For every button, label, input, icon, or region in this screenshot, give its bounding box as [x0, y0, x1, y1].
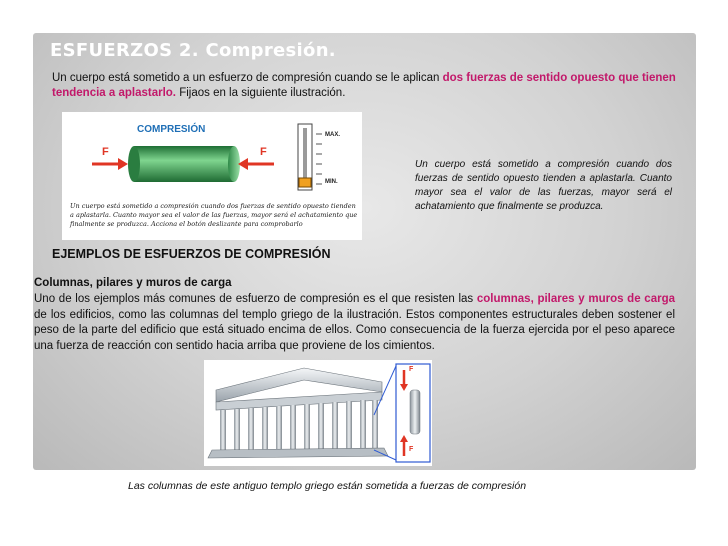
temple-caption: Las columnas de este antiguo templo griego están sometida a fuerzas de compresión: [128, 480, 527, 492]
side-note: Un cuerpo está sometido a compresión cuando dos fuerzas de sentido opuesto tienden a aplastarla. Cuanto mayor sea el valor de las fuerzas, mayor será el achatamiento que finalmente se produzca.: [415, 159, 672, 212]
intro-text-start: Un cuerpo está sometido a un esfuerzo de compresión cuando se le aplican: [52, 72, 443, 84]
examples-text-start: Uno de los ejemplos más comunes de esfuerzo de compresión es el que resisten las: [34, 293, 477, 305]
examples-heading: EJEMPLOS DE ESFUERZOS DE COMPRESIÓN: [52, 247, 331, 261]
compression-illustration: [62, 112, 362, 240]
examples-paragraph: [34, 292, 675, 354]
force-slider-gauge[interactable]: [298, 124, 322, 190]
temple-force-top: F: [409, 366, 414, 373]
gauge-max-label: MAX.: [325, 132, 340, 138]
temple-roof: [216, 368, 382, 410]
compression-figure-title: COMPRESIÓN: [137, 124, 206, 135]
force-label-left: F: [102, 146, 109, 158]
intro-paragraph: [52, 71, 692, 101]
intro-text-end: Fijaos en la siguiente ilustración.: [176, 87, 346, 99]
left-force-arrow: [92, 158, 128, 170]
right-force-arrow: [238, 158, 274, 170]
gauge-min-label: MIN.: [325, 179, 338, 185]
temple-illustration: [204, 360, 432, 466]
force-label-right: F: [260, 146, 267, 158]
cylinder-body: [128, 146, 240, 182]
intro-highlight: dos fuerzas de sentido opuesto que tienen tendencia a aplastarlo.: [52, 72, 676, 99]
temple-drawing: [204, 360, 432, 466]
examples-subheading: Columnas, pilares y muros de carga: [34, 277, 232, 289]
slide-title: ESFUERZOS 2. Compresión.: [50, 40, 336, 61]
examples-text-end: de los edificios, como las columnas del templo griego de la ilustración. Estos componentes estructurales deben sostener el peso de la parte del edificio que está situado encima de ellos. Como consecuencia de la fuerza ejercida por el peso aparece una fuerza de reacción con sentido hacia arriba que proviene de los cimientos.: [34, 308, 675, 352]
temple-base: [208, 448, 388, 458]
compression-figure-caption: Un cuerpo está sometido a compresión cuando dos fuerzas de sentido opuesto tienden a aplastarla. Cuanto mayor sea el valor de las fuerzas, mayor será el achatamiento que finalmente se produzca. Acciona el botón deslizante para comprobarlo: [70, 202, 358, 228]
examples-highlight: columnas, pilares y muros de carga: [476, 293, 675, 305]
temple-force-bottom: F: [409, 446, 414, 453]
